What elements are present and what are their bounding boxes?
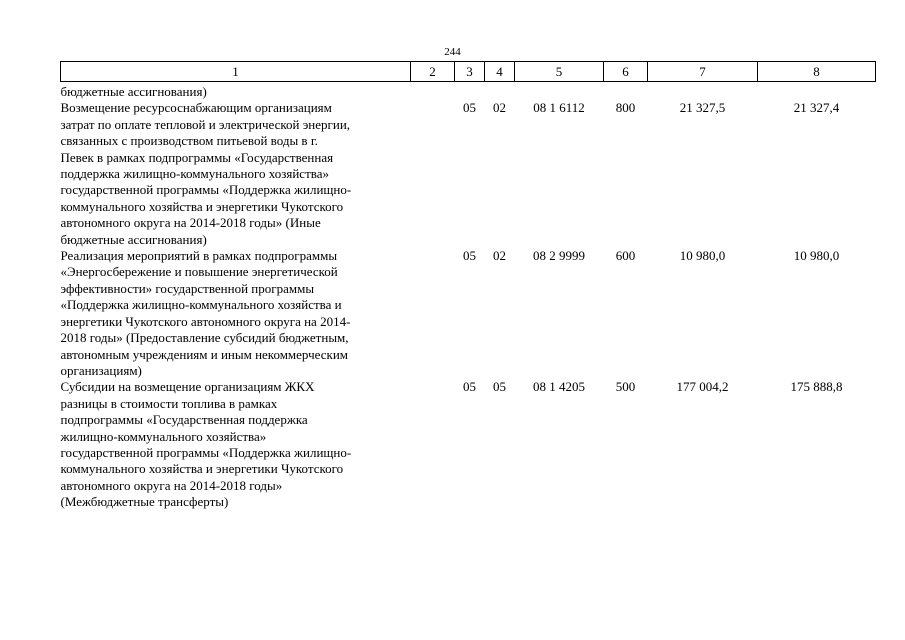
row-description	[61, 379, 411, 510]
cell-amount-planned: 177 004,2	[676, 379, 729, 395]
desc-line: подпрограммы «Государственная поддержка	[60, 412, 308, 428]
desc-line: разницы в стоимости топлива в рамках	[60, 395, 278, 411]
cell-section: 05	[463, 379, 476, 395]
page-number: 244	[444, 46, 461, 58]
budget-table	[60, 61, 876, 511]
cell-section: 05	[463, 100, 476, 116]
cell-target-code: 08 1 4205	[533, 379, 585, 395]
cell-amount-executed: 21 327,4	[793, 100, 840, 116]
cell-subsection: 05	[493, 379, 506, 395]
desc-line: поддержка жилищно-коммунального хозяйства»	[60, 166, 329, 182]
col-header-7: 7	[648, 62, 758, 82]
cell-subsection: 02	[493, 100, 506, 116]
col-header-1: 1	[61, 62, 411, 82]
row-description	[61, 248, 411, 379]
desc-line: затрат по оплате тепловой и электрической энергии,	[60, 116, 351, 132]
desc-line: эффективности» государственной программы	[60, 280, 315, 296]
desc-line: Реализация мероприятий в рамках подпрограммы	[60, 248, 338, 264]
desc-line: коммунального хозяйства и энергетики Чукотского	[60, 461, 344, 477]
col-header-4: 4	[485, 62, 515, 82]
desc-line: государственной программы «Поддержка жилищно-	[60, 182, 352, 198]
cell-amount-planned: 10 980,0	[679, 248, 726, 264]
desc-line: Возмещение ресурсоснабжающим организациям	[60, 100, 332, 116]
cell-target-code: 08 1 6112	[533, 100, 585, 116]
col-header-8: 8	[758, 62, 876, 82]
row-description: бюджетные ассигнования)	[60, 84, 207, 99]
cell-subsection: 02	[493, 248, 506, 264]
desc-line: связанных с производством питьевой воды в г.	[60, 133, 318, 149]
desc-line: жилищно-коммунального хозяйства»	[60, 428, 267, 444]
cell-expense-type: 500	[615, 379, 636, 395]
desc-line: бюджетные ассигнования)	[60, 231, 207, 247]
col-header-3: 3	[455, 62, 485, 82]
header-row	[61, 62, 876, 82]
table-row	[61, 379, 876, 510]
table-row	[61, 248, 876, 379]
desc-line: «Поддержка жилищно-коммунального хозяйства и	[60, 297, 342, 313]
cell-expense-type: 600	[615, 248, 636, 264]
desc-line: организациям)	[60, 362, 142, 378]
table-row-continuation	[61, 82, 876, 101]
cell-amount-planned: 21 327,5	[679, 100, 726, 116]
row-description	[61, 100, 411, 248]
table-row	[61, 100, 876, 248]
desc-line: (Межбюджетные трансферты)	[60, 494, 229, 510]
col-header-6: 6	[604, 62, 648, 82]
desc-line: государственной программы «Поддержка жилищно-	[60, 444, 352, 460]
cell-target-code: 08 2 9999	[533, 248, 585, 264]
desc-line: энергетики Чукотского автономного округа на 2014-	[60, 313, 351, 329]
desc-line: Певек в рамках подпрограммы «Государственная	[60, 149, 334, 165]
cell-amount-executed: 10 980,0	[793, 248, 840, 264]
cell-section: 05	[463, 248, 476, 264]
desc-line: коммунального хозяйства и энергетики Чукотского	[60, 198, 344, 214]
cell-col-2	[411, 248, 455, 379]
desc-line: автономного округа на 2014-2018 годы»	[60, 477, 283, 493]
desc-line: «Энергосбережение и повышение энергетической	[60, 264, 338, 280]
cell-col-2	[411, 100, 455, 248]
cell-expense-type: 800	[615, 100, 636, 116]
desc-line: Субсидии на возмещение организациям ЖКХ	[60, 379, 315, 395]
cell-col-2	[411, 379, 455, 510]
cell-amount-executed: 175 888,8	[790, 379, 843, 395]
col-header-2: 2	[411, 62, 455, 82]
col-header-5: 5	[515, 62, 604, 82]
desc-line: автономным учреждениям и иным некоммерческим	[60, 346, 349, 362]
desc-line: 2018 годы» (Предоставление субсидий бюджетным,	[60, 330, 349, 346]
desc-line: автономного округа на 2014-2018 годы» (Иные	[60, 215, 321, 231]
